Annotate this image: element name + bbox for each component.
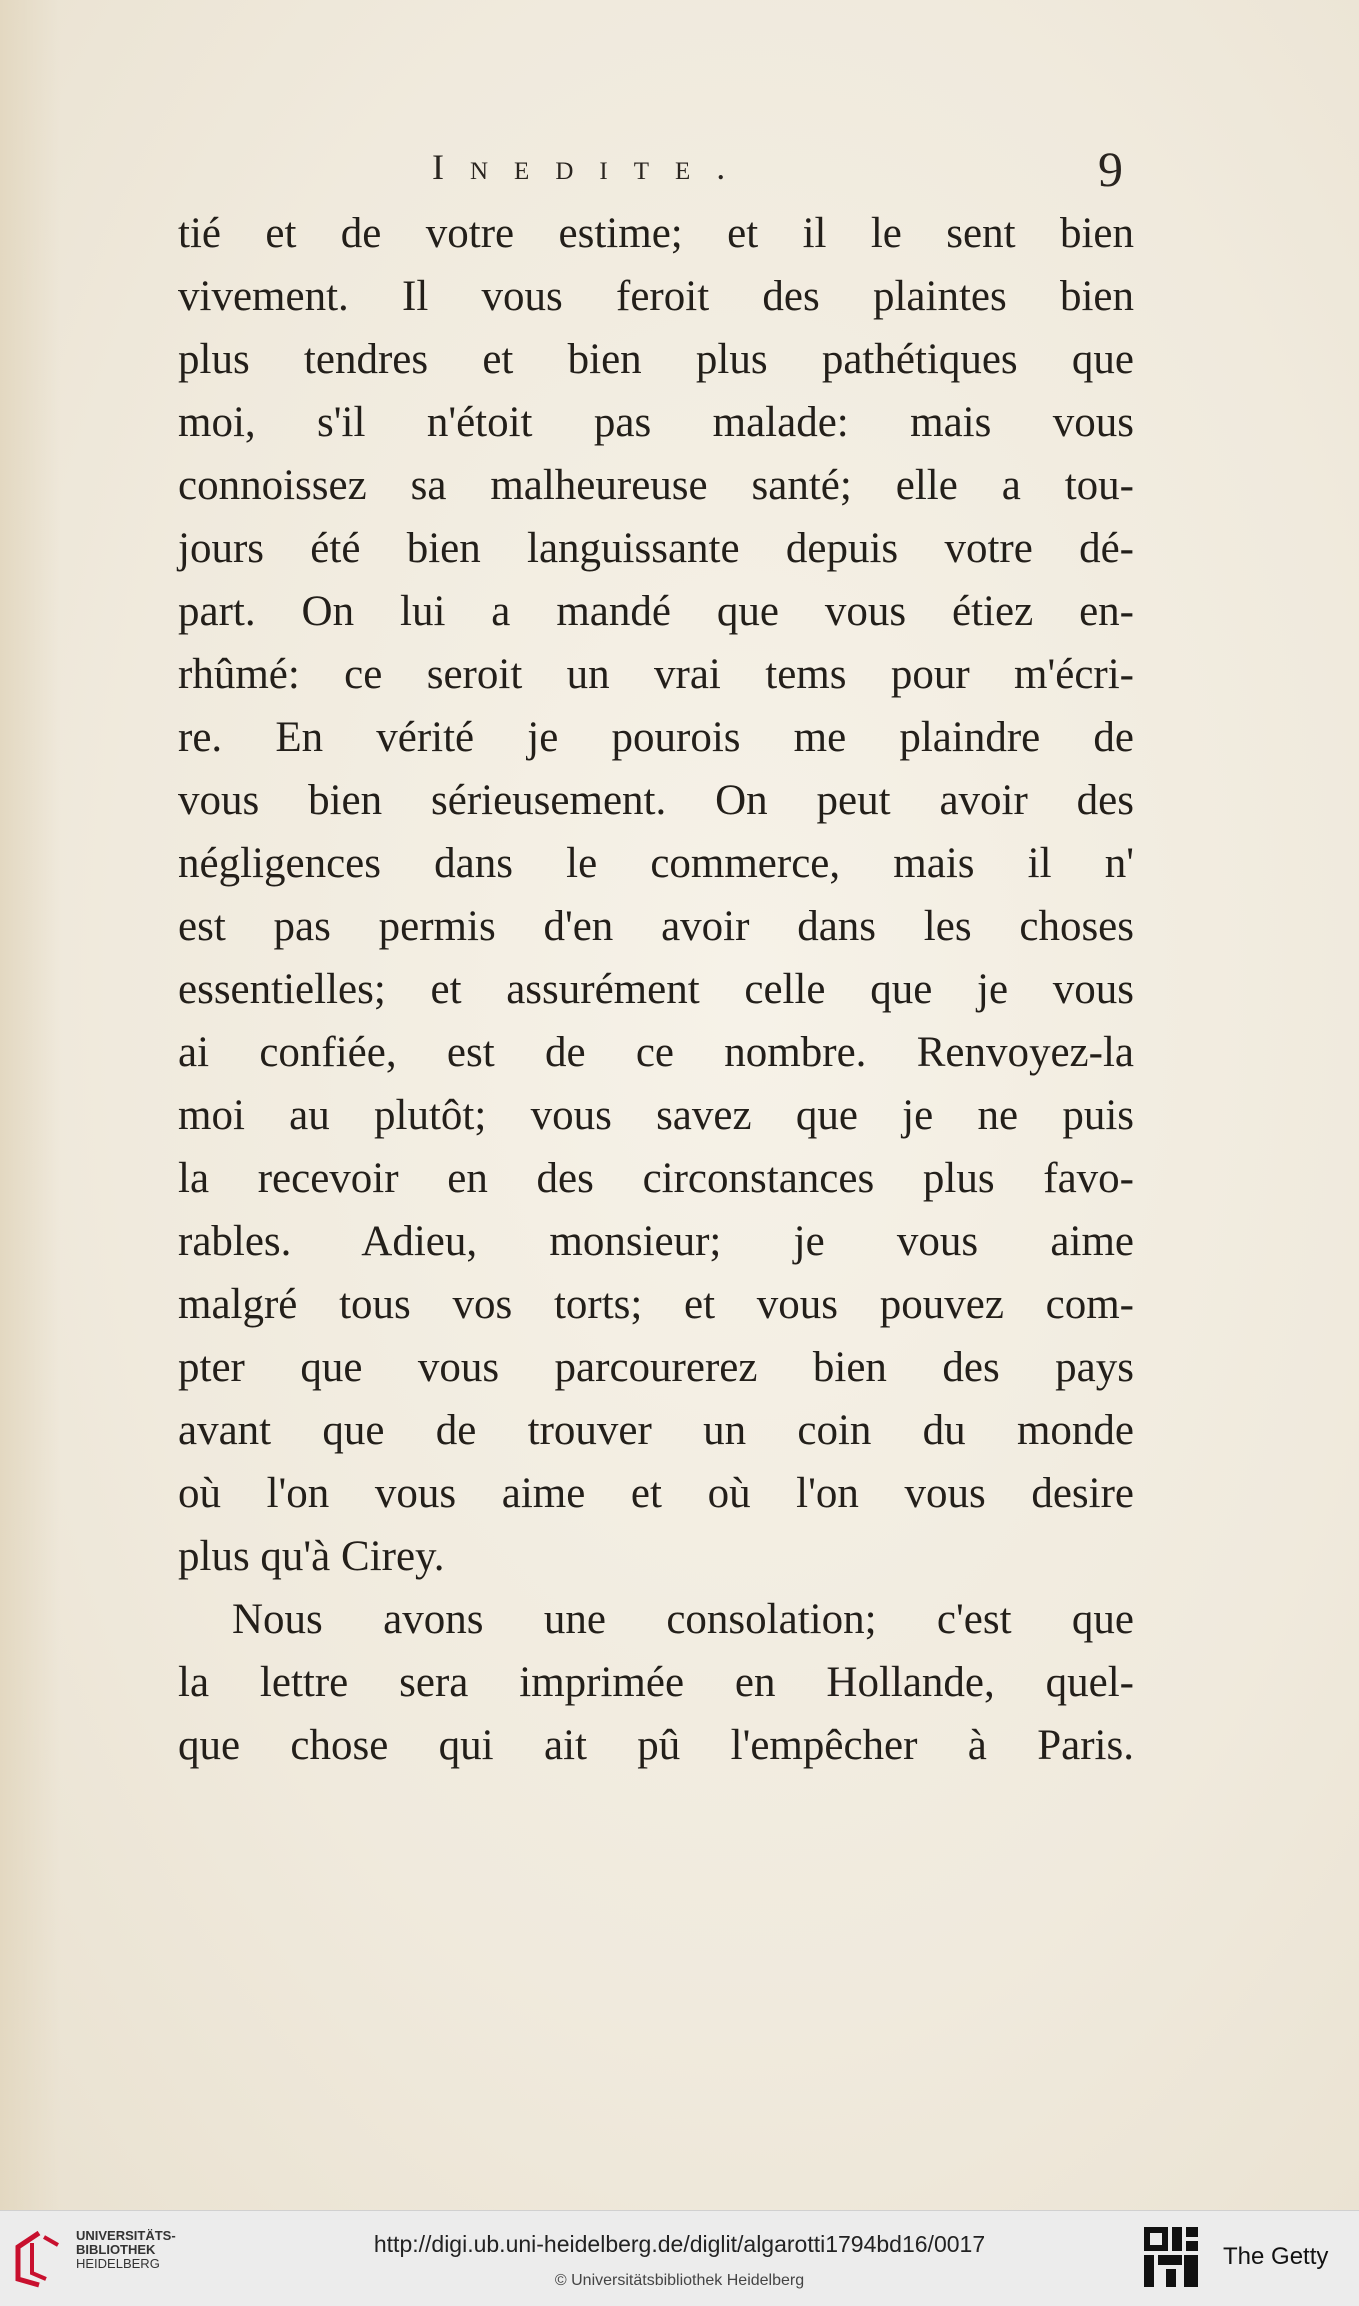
text-line: re. En vérité je pourois me plaindre de xyxy=(178,714,1134,761)
text-line: pter que vous parcourerez bien des pays xyxy=(178,1344,1134,1391)
text-line: tié et de votre estime; et il le sent bien xyxy=(178,210,1134,257)
text-line: moi au plutôt; vous savez que je ne puis xyxy=(178,1092,1134,1139)
text-line: vous bien sérieusement. On peut avoir des xyxy=(178,777,1134,824)
text-line: est pas permis d'en avoir dans les choses xyxy=(178,903,1134,950)
library-name-line: HEIDELBERG xyxy=(76,2256,160,2271)
copyright-notice: © Universitätsbibliothek Heidelberg xyxy=(554,2272,805,2289)
text-line: où l'on vous aime et où l'on vous desire xyxy=(178,1470,1134,1517)
library-name-line: BIBLIOTHEK xyxy=(76,2242,156,2257)
text-line: plus qu'à Cirey. xyxy=(178,1533,445,1580)
text-line: la recevoir en des circonstances plus favo- xyxy=(178,1155,1134,1202)
text-line: rables. Adieu, monsieur; je vous aime xyxy=(178,1218,1134,1265)
text-line: plus tendres et bien plus pathétiques que xyxy=(178,336,1134,383)
text-line: que chose qui ait pû l'empêcher à Paris. xyxy=(178,1722,1134,1769)
viewer-footer xyxy=(0,2210,1359,2306)
running-title: Inedite. xyxy=(432,147,752,187)
text-line: Nous avons une consolation; c'est que xyxy=(232,1596,1134,1643)
body-text xyxy=(178,202,1134,1777)
text-line: la lettre sera imprimée en Hollande, quel- xyxy=(178,1659,1134,1706)
text-line: jours été bien languissante depuis votre dé- xyxy=(178,525,1134,572)
text-line: avant que de trouver un coin du monde xyxy=(178,1407,1134,1454)
text-line: essentielles; et assurément celle que je vous xyxy=(178,966,1134,1013)
text-line: vivement. Il vous feroit des plaintes bien xyxy=(178,273,1134,320)
text-line: malgré tous vos torts; et vous pouvez com- xyxy=(178,1281,1134,1328)
partner-name: The Getty xyxy=(1223,2243,1329,2270)
text-line: rhûmé: ce seroit un vrai tems pour m'écri- xyxy=(178,651,1134,698)
text-line: ai confiée, est de ce nombre. Renvoyez-la xyxy=(178,1029,1134,1076)
page-header xyxy=(0,141,1359,206)
library-name-line: UNIVERSITÄTS- xyxy=(76,2228,176,2243)
page-edge-shadow xyxy=(0,0,60,2210)
text-line: moi, s'il n'étoit pas malade: mais vous xyxy=(178,399,1134,446)
text-line: négligences dans le commerce, mais il n' xyxy=(178,840,1134,887)
text-line: part. On lui a mandé que vous étiez en- xyxy=(178,588,1134,635)
text-line: connoissez sa malheureuse santé; elle a tou- xyxy=(178,462,1134,509)
getty-logo-icon xyxy=(1142,2225,1200,2291)
page-number: 9 xyxy=(1098,141,1123,197)
permalink-link[interactable]: http://digi.ub.uni-heidelberg.de/diglit/algarotti1794bd16/0017 xyxy=(373,2231,986,2257)
